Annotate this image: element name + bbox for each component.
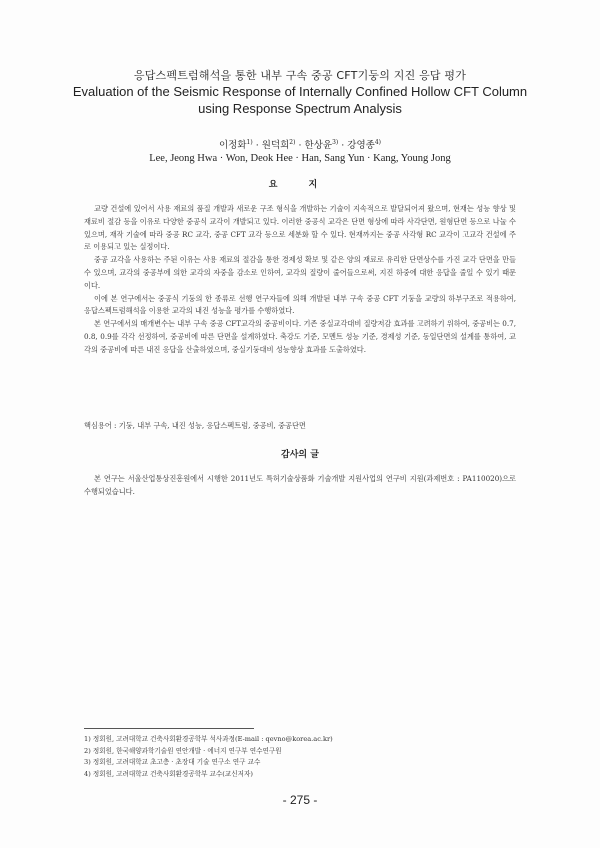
author-4: 강영종 [347,140,375,152]
author-separator: · [252,140,262,152]
title-block [40,68,560,165]
acknowledgement-text: 본 연구는 서울산업통상진흥원에서 시행한 2011년도 특허기술상품화 기술개발 지원사업의 연구비 지원(과제번호 : PA110020)으로 수행되었습니다. [84,474,516,496]
abstract-paragraph: 중공 교각을 사용하는 주된 이유는 사용 재료의 절감을 통한 경제성 확보 및 같은 양의 재료로 유리한 단면상수를 가진 교각 단면을 만들 수 있으며, 교각의 중공부에 의한 교각의 자중을 감소로 인하여, 교각의 질량이 줄어들으로써, 지진 하중에 대한 응답을 줄일 수 있기 때문이다. [84,255,516,290]
footnote-1: 1) 정회원, 고려대학교 건축사회환경공학부 석사과정(E-mail : qevno@korea.ac.kr) [84,735,333,743]
page-number: - 275 - [282,793,318,807]
english-title-line-2: using Response Spectrum Analysis [198,101,402,116]
author-1: 이정화 [219,140,247,152]
author-4-mark: 4) [374,139,381,146]
footnote-4: 4) 정회원, 고려대학교 건축사회환경공학부 교수(교신저자) [84,769,253,778]
footnotes [84,734,333,780]
acknowledgement-heading: 감사의 글 [281,450,319,460]
author-3: 한상윤 [304,140,333,152]
abstract-paragraph: 이에 본 연구에서는 중공식 기둥의 한 종류로 선행 연구자들에 의해 개발된 내부 구속 중공 CFT 기둥을 교량의 하부구조로 적용하여, 응답스펙트럼해석을 이용한 교각의 내진 성능을 평가를 수행하였다. [84,293,516,316]
english-title-line-1: Evaluation of the Seismic Response of Internally Confined Hollow CFT Column [72,84,528,99]
footnote-3: 3) 정회원, 고려대학교 초고층 · 초장대 기술 연구소 연구 교수 [84,758,261,766]
abstract-paragraph: 본 연구에서의 매개변수는 내부 구속 중공 CFT교각의 중공비이다. 기존 중실교각대비 질량저감 효과를 고려하기 위하여, 중공비는 0.7, 0.8, 0.9를 각각 선정하여, 중공비에 따른 단면을 설계하였다. 축강도 기준, 모멘트 성능 기준, 경제성 기준, 동일단면의 설계를 통하여, 교각의 중공비에 따른 내진 응답을 산출하였으며, 중실기둥대비 성능향상 효과를 도출하였다. [84,319,516,354]
author-separator: · [338,140,348,152]
abstract-paragraph: 교량 건설에 있어서 사용 재료의 품질 개발과 새로운 구조 형식을 개발하는 기술이 지속적으로 발달되어져 왔으며, 현재는 성능 향상 및 재료비 절감 등을 이유로 다양한 중공식 교각이 개발되고 있다. 이러한 중공식 교각은 단면 형상에 따라 사각단면, 원형단면 등으로 나눌 수 있으며, 재작 기술에 따라 중공 RC 교각, 중공 CFT 교각 등으로 세분화 할 수 있다. 현재까지는 중공 사각형 RC 교각이 고교각 건설에 주로 이용되고 있는 실정이다. [84,204,516,252]
keywords: 핵심용어 : 기둥, 내부 구속, 내진 성능, 응답스펙트럼, 중공비, 중공단면 [84,421,306,430]
abstract-heading: 요 지 [268,180,332,190]
footnote-2: 2) 정회원, 한국해양과학기술원 연안개발 · 에너지 연구부 연수연구원 [84,746,282,755]
acknowledgement-body [84,473,516,499]
author-3-mark: 3) [332,139,339,146]
korean-authors [40,136,560,152]
english-authors: Lee, Jeong Hwa · Won, Deok Hee · Han, Sang Yun · Kang, Young Jong [149,153,451,165]
author-1-mark: 1) [246,139,253,146]
footnote-divider [84,728,254,729]
abstract-body [84,203,516,357]
author-2-mark: 2) [289,139,296,146]
author-2: 원덕희 [261,140,290,152]
korean-title: 응답스펙트럼해석을 통한 내부 구속 중공 CFT기둥의 지진 응답 평가 [133,69,467,82]
author-separator: · [295,140,305,152]
